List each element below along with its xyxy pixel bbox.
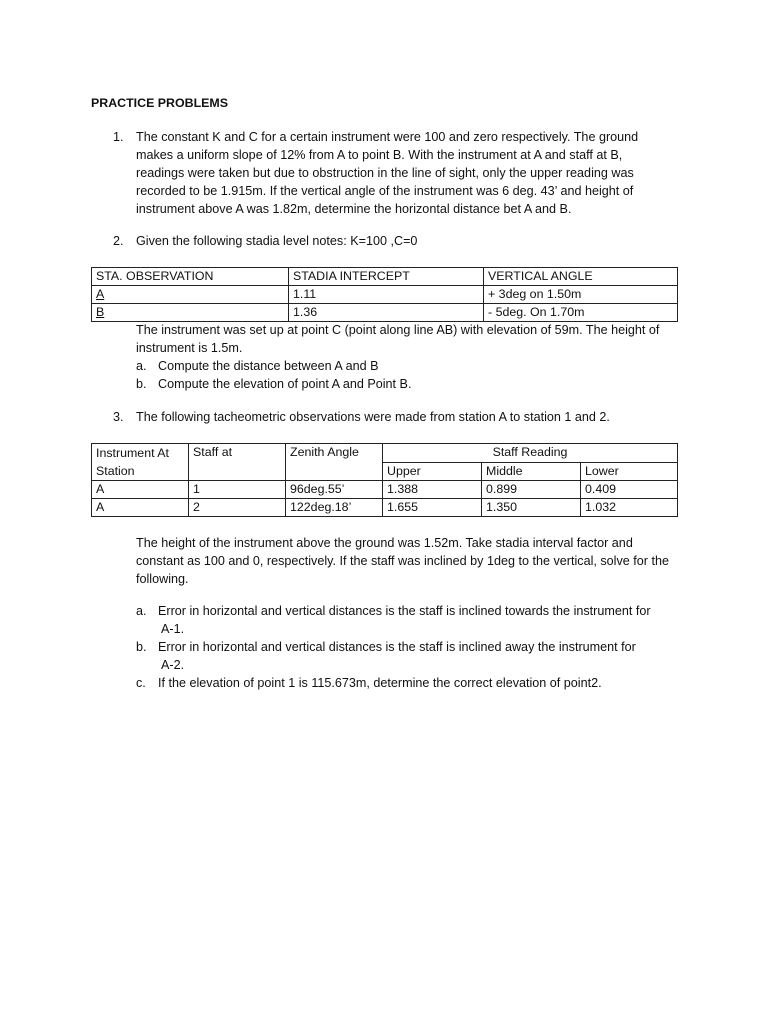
list-item-text: Compute the elevation of point A and Point B. <box>158 377 412 391</box>
list-item <box>136 638 676 674</box>
list-item-text: Compute the distance between A and B <box>158 359 379 373</box>
table-header-cell: Upper <box>383 462 482 481</box>
list-item-label: b. <box>136 377 147 391</box>
list-item <box>136 357 676 375</box>
list-item <box>136 602 676 638</box>
list-item-line: A-1. <box>161 622 185 636</box>
problem-1-text <box>136 128 676 218</box>
tacheometric-table <box>91 443 678 517</box>
table-header-cell: STADIA INTERCEPT <box>289 268 484 286</box>
table-cell: 0.899 <box>482 481 581 499</box>
stadia-table <box>91 267 678 322</box>
problem-3-after-text <box>136 534 676 588</box>
problem-3-number: 3. <box>113 410 124 424</box>
list-item-label: a. <box>136 359 147 373</box>
list-item-line: Error in horizontal and vertical distances is the staff is inclined away the instrument for <box>158 640 636 654</box>
problem-1-line: instrument above A was 1.82m, determine the horizontal distance bet A and B. <box>136 202 572 216</box>
problem-2-after-line: The instrument was set up at point C (point along line AB) with elevation of 59m. The height of <box>136 323 660 337</box>
table-cell: 1.11 <box>289 286 484 304</box>
table-header-cell: Middle <box>482 462 581 481</box>
list-item-text <box>158 602 676 638</box>
list-item <box>136 375 676 393</box>
table-cell: A <box>92 286 289 304</box>
problem-2-number: 2. <box>113 234 124 248</box>
problem-3-items <box>136 602 676 692</box>
list-item-label: b. <box>136 640 147 654</box>
table-header-cell: Staff at <box>189 444 286 481</box>
list-item <box>136 674 676 692</box>
table-cell: B <box>92 304 289 322</box>
problem-3-intro: The following tacheometric observations were made from station A to station 1 and 2. <box>136 410 610 424</box>
table-row <box>92 304 678 322</box>
table-cell: A <box>92 481 189 499</box>
table-cell: A <box>92 499 189 517</box>
header-instrument-line2: Station <box>96 464 135 478</box>
table-cell: 0.409 <box>581 481 678 499</box>
table-header-cell: Lower <box>581 462 678 481</box>
header-instrument-line1: Instrument At <box>96 446 170 460</box>
problem-2-intro: Given the following stadia level notes: K=100 ,C=0 <box>136 234 418 248</box>
list-item-text: If the elevation of point 1 is 115.673m, determine the correct elevation of point2. <box>158 676 602 690</box>
list-item-line: A-2. <box>161 658 185 672</box>
list-item-label: a. <box>136 604 147 618</box>
table-row <box>92 481 678 499</box>
table-header-cell: VERTICAL ANGLE <box>484 268 678 286</box>
table-header-cell: Zenith Angle <box>286 444 383 481</box>
problem-3-after-line: following. <box>136 572 189 586</box>
problem-3-after-line: constant as 100 and 0, respectively. If the staff was inclined by 1deg to the vertical, solve for the <box>136 554 669 568</box>
table-row <box>92 286 678 304</box>
table-header-row <box>92 444 678 463</box>
table-cell: 1.36 <box>289 304 484 322</box>
table-cell: - 5deg. On 1.70m <box>484 304 678 322</box>
table-cell: 1.032 <box>581 499 678 517</box>
table-row <box>92 499 678 517</box>
table-cell: + 3deg on 1.50m <box>484 286 678 304</box>
problem-1-line: makes a uniform slope of 12% from A to point B. With the instrument at A and staff at B, <box>136 148 623 162</box>
problem-1-number: 1. <box>113 130 124 144</box>
table-cell: 96deg.55’ <box>286 481 383 499</box>
list-item-label: c. <box>136 676 146 690</box>
page-title: PRACTICE PROBLEMS <box>91 96 228 110</box>
table-header-cell: Staff Reading <box>383 444 678 463</box>
table-cell: 1 <box>189 481 286 499</box>
table-header-cell: STA. OBSERVATION <box>92 268 289 286</box>
problem-1-line: readings were taken but due to obstruction in the line of sight, only the upper reading was <box>136 166 634 180</box>
problem-3-after-line: The height of the instrument above the ground was 1.52m. Take stadia interval factor and <box>136 536 633 550</box>
problem-2-after-line: instrument is 1.5m. <box>136 341 243 355</box>
problem-1-line: recorded to be 1.915m. If the vertical angle of the instrument was 6 deg. 43’ and height of <box>136 184 634 198</box>
table-cell: 1.388 <box>383 481 482 499</box>
table-cell: 1.655 <box>383 499 482 517</box>
table-cell: 1.350 <box>482 499 581 517</box>
problem-1-line: The constant K and C for a certain instrument were 100 and zero respectively. The ground <box>136 130 639 144</box>
table-cell: 2 <box>189 499 286 517</box>
problem-2-after-text <box>136 321 676 393</box>
table-header-row <box>92 268 678 286</box>
table-cell: 122deg.18’ <box>286 499 383 517</box>
table-header-cell <box>92 444 189 481</box>
list-item-line: Error in horizontal and vertical distances is the staff is inclined towards the instrument for <box>158 604 651 618</box>
list-item-text <box>158 638 676 674</box>
